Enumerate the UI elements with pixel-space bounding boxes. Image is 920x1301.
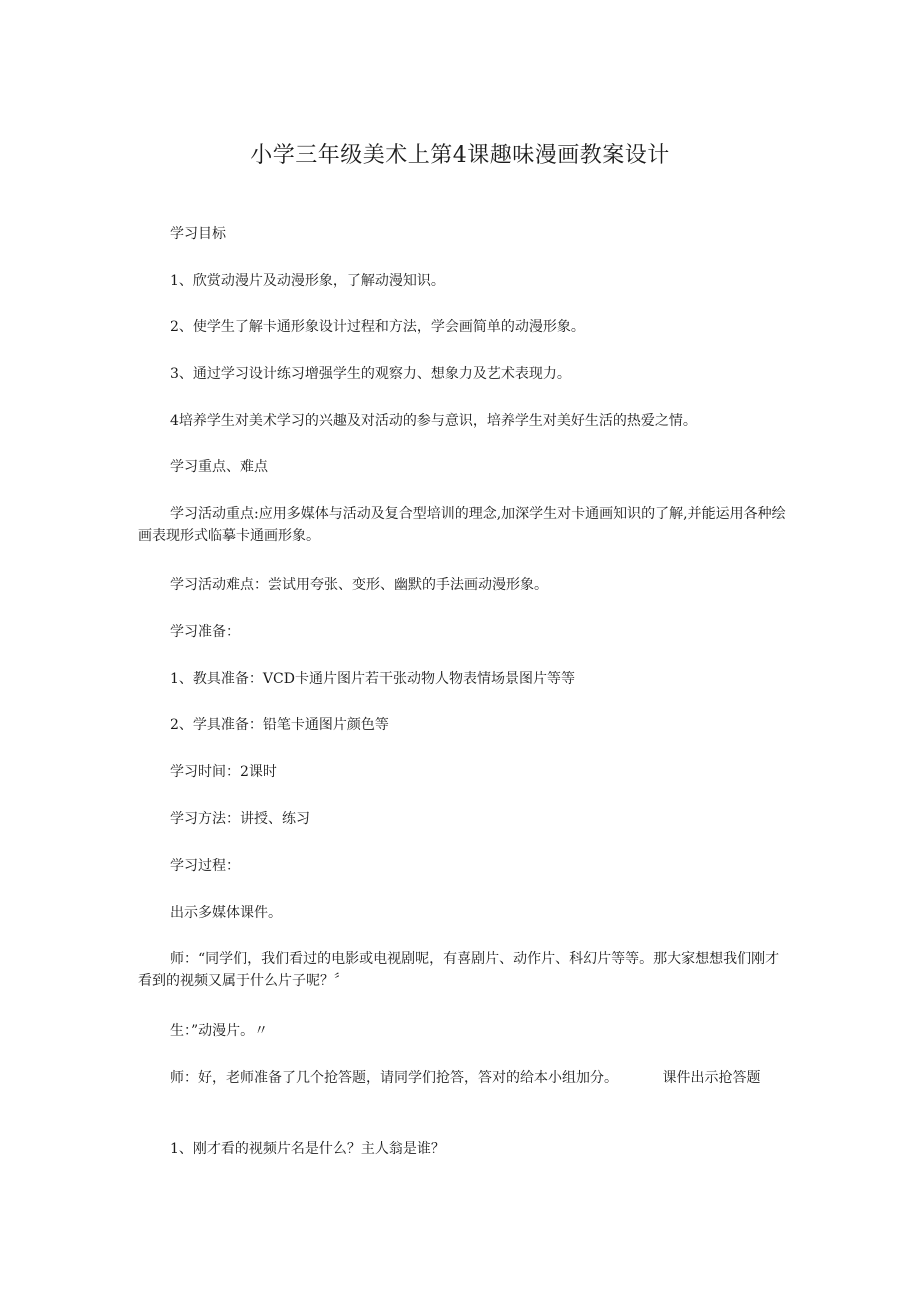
paragraph-difficulty: 学习活动难点：尝试用夸张、变形、幽默的手法画动漫形象。 [170, 577, 548, 593]
paragraph-goal-4: 4培养学生对美术学习的兴趣及对活动的参与意识，培养学生对美好生活的热爱之情。 [170, 413, 697, 429]
paragraph-quiz-intro: 师：好，老师准备了几个抢答题，请同学们抢答，答对的给本小组加分。 课件出示抢答题 [170, 1070, 761, 1086]
paragraph-student-answer: 生：”动漫片。〃 [170, 1023, 269, 1039]
paragraph-learning-process: 学习过程： [170, 858, 240, 874]
paragraph-goal-2: 2、使学生了解卡通形象设计过程和方法，学会画简单的动漫形象。 [170, 319, 585, 335]
paragraph-learning-time: 学习时间：2课时 [170, 764, 277, 780]
paragraph-show-courseware: 出示多媒体课件。 [170, 905, 282, 921]
document-title: 小学三年级美术上第4课趣味漫画教案设计 [250, 143, 670, 168]
paragraph-goal-1: 1、欣赏动漫片及动漫形象，了解动漫知识。 [170, 273, 445, 289]
paragraph-learning-goals: 学习目标 [170, 226, 226, 242]
paragraph-preparation-heading: 学习准备： [170, 624, 240, 640]
paragraph-teacher-materials: 1、教具准备：VCD卡通片图片若干张动物人物表情场景图片等等 [170, 671, 575, 687]
paragraph-teacher-question: 师：“同学们，我们看过的电影或电视剧呢，有喜剧片、动作片、科幻片等等。那大家想想我们刚才看到的视频又属于什么片子呢？〞 [138, 951, 780, 989]
paragraph-key-point: 学习活动重点:应用多媒体与活动及复合型培训的理念,加深学生对卡通画知识的了解,并能运用各种绘画表现形式临摹卡通画形象。 [138, 506, 786, 544]
paragraph-goal-3: 3、通过学习设计练习增强学生的观察力、想象力及艺术表现力。 [170, 366, 571, 382]
paragraph-quiz-question-1: 1、刚才看的视频片名是什么？主人翁是谁？ [170, 1141, 445, 1157]
paragraph-learning-method: 学习方法：讲授、练习 [170, 811, 310, 827]
paragraph-key-points-heading: 学习重点、难点 [170, 459, 268, 475]
paragraph-student-materials: 2、学具准备：铅笔卡通图片颜色等 [170, 717, 389, 733]
